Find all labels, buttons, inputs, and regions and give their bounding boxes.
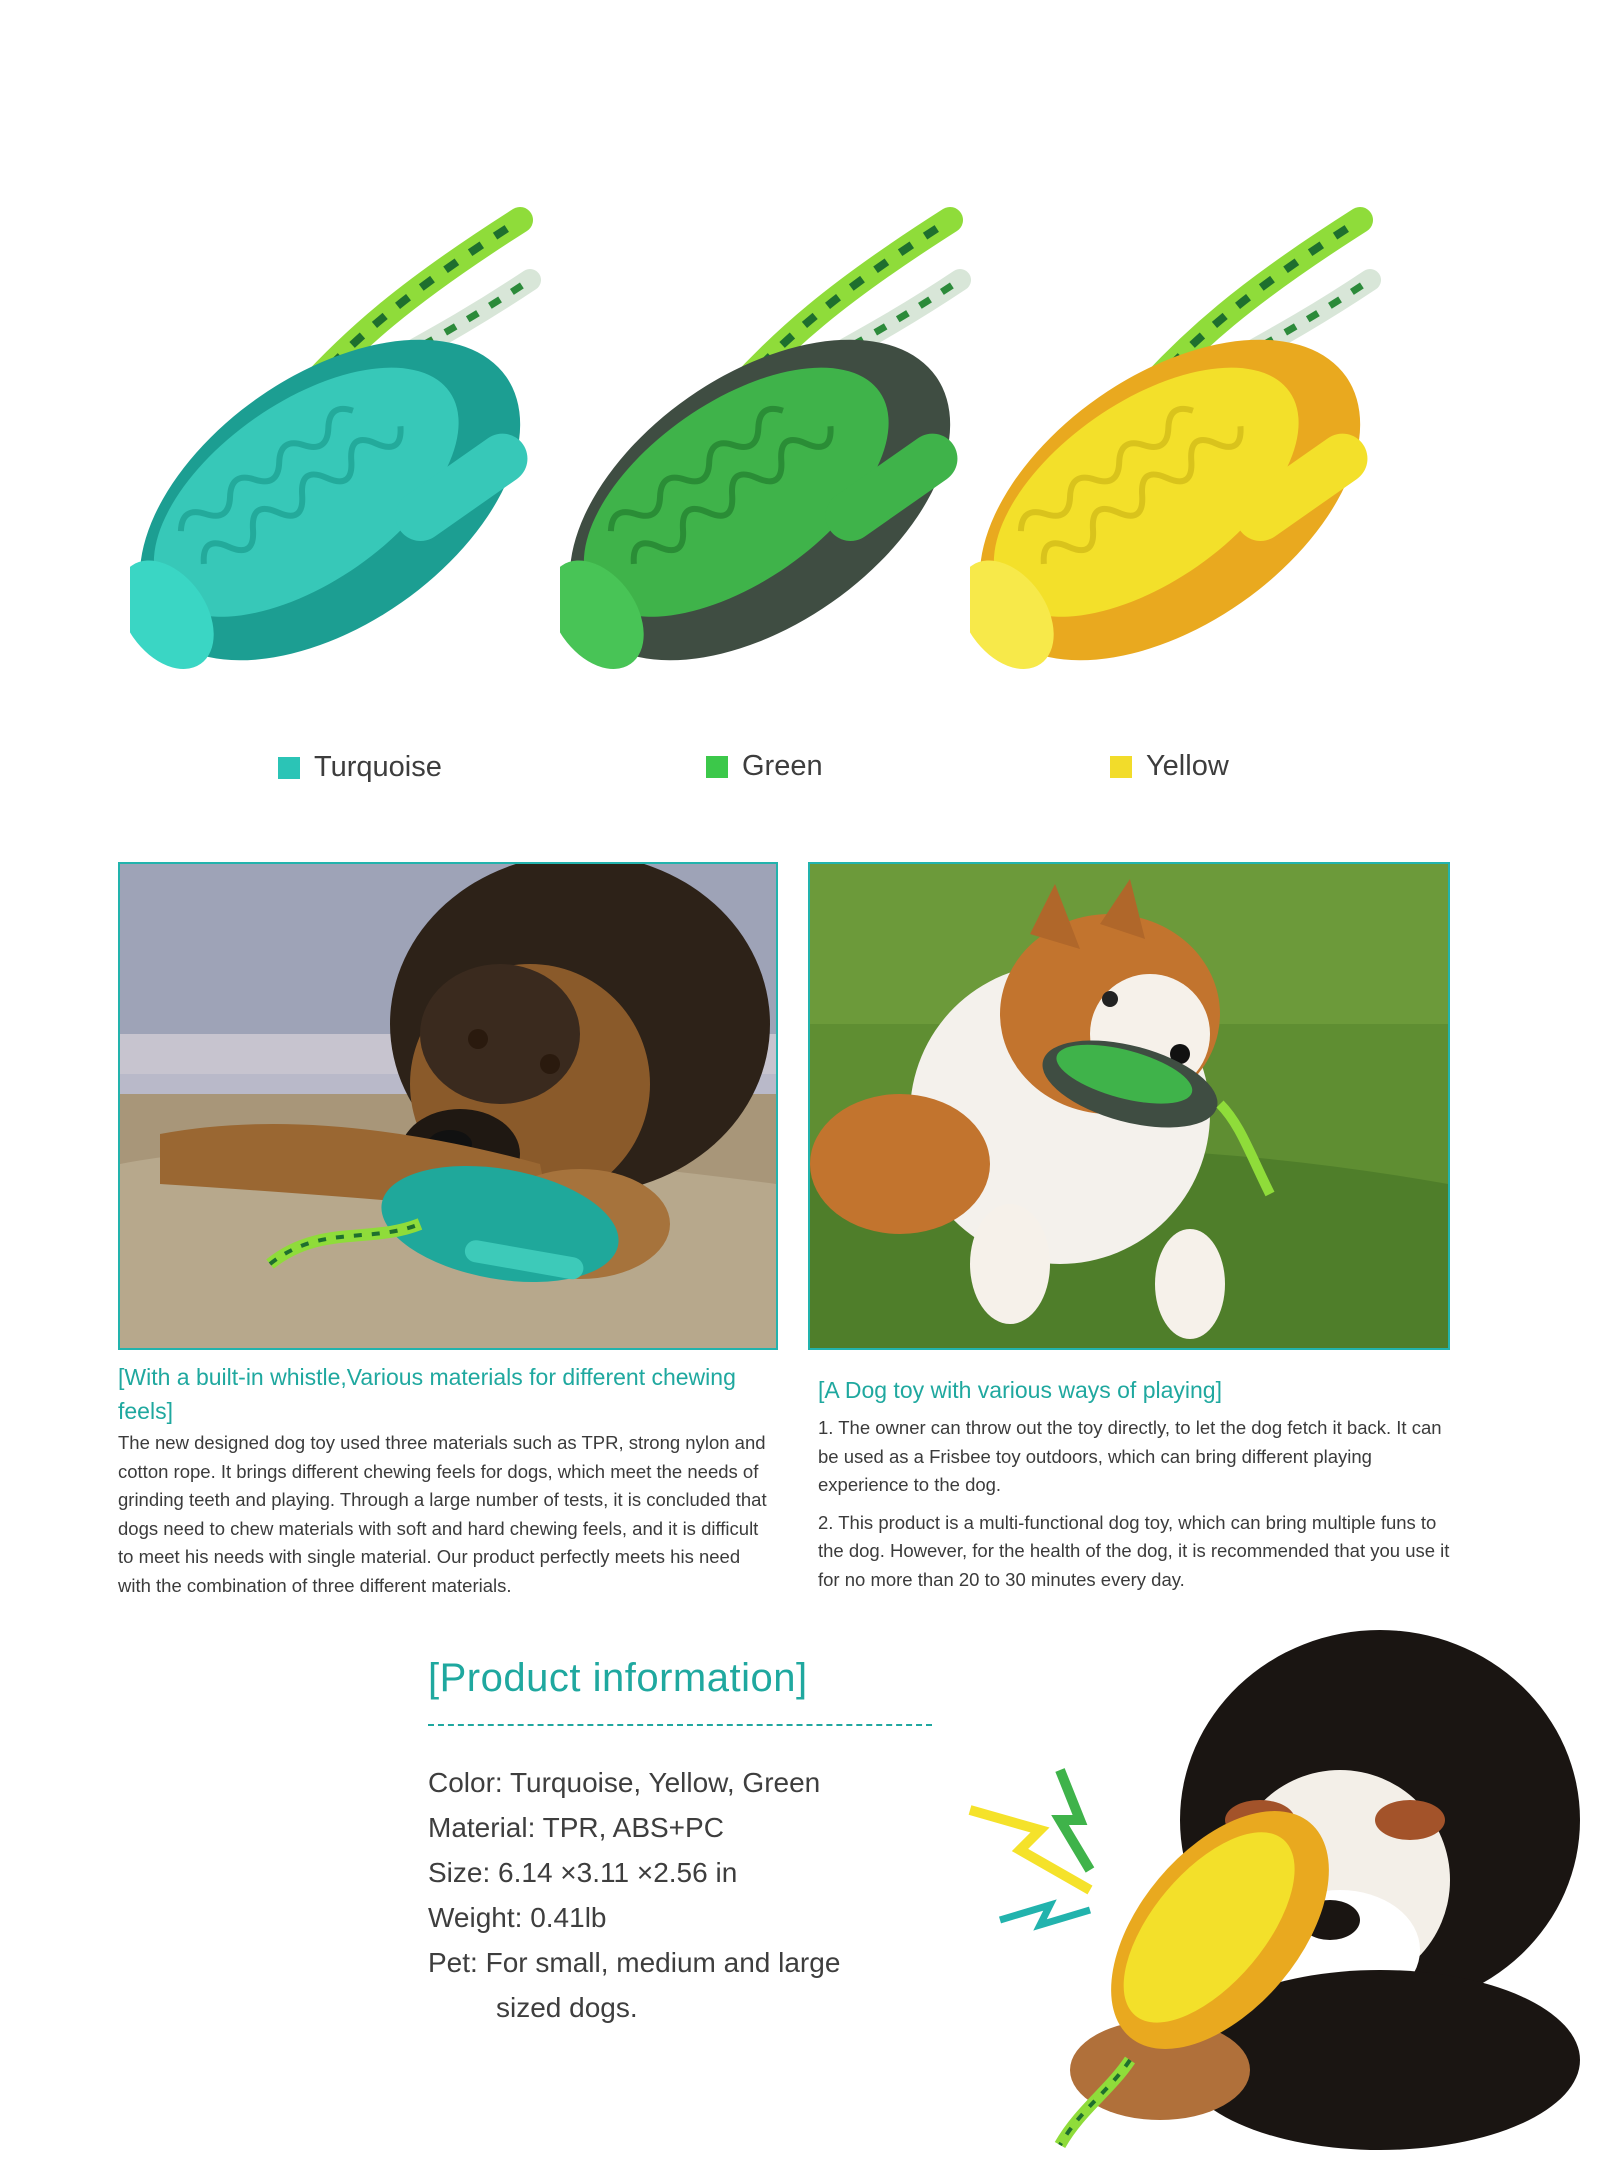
green-swatch <box>706 756 728 778</box>
yellow-swatch <box>1110 756 1132 778</box>
swatch-label: Yellow <box>1146 750 1229 782</box>
left-feature-body <box>118 1429 778 1609</box>
product-weight: Weight: 0.41lb <box>428 1902 607 1933</box>
right-feature-paragraph-2: 2. This product is a multi-functional dog toy, which can bring multiple funs to the dog. However, for the health of the dog, it is recommended that you use it for no more than 20 to 30 minutes every day. <box>818 1511 1450 1590</box>
green-toy-image <box>560 120 980 720</box>
squeak-lightning-icon <box>970 1770 1090 1925</box>
left-feature-paragraph: The new designed dog toy used three materials such as TPR, strong nylon and cotton rope. It brings different chewing feels for dogs, which meet the needs of grinding teeth and playing. Through a large number of tests, it is concluded that dogs need to chew materials with soft and hard chewing feels, and it is difficult to meet his needs with single material. Our product perfectly meets his need with the combination of three different materials. <box>118 1432 767 1596</box>
product-pet-continued: sized dogs. <box>496 1992 638 2023</box>
product-color: Color: Turquoise, Yellow, Green <box>428 1767 821 1798</box>
swatch-label: Turquoise <box>314 751 442 783</box>
right-feature-title: [A Dog toy with various ways of playing] <box>818 1377 1222 1403</box>
yellow-toy-image <box>970 120 1390 720</box>
german-shepherd-photo <box>118 862 778 1350</box>
product-info-divider <box>428 1724 932 1726</box>
left-feature-title: [With a built-in whistle,Various materials for different chewing feels] <box>118 1364 736 1424</box>
turquoise-swatch <box>278 757 300 779</box>
product-material: Material: TPR, ABS+PC <box>428 1812 724 1843</box>
bernese-dog-image <box>960 1590 1580 2150</box>
swatch-label: Green <box>742 750 823 782</box>
swatch-turquoise <box>278 751 442 784</box>
swatch-green <box>706 750 823 783</box>
product-info-list <box>428 1760 840 2030</box>
product-size: Size: 6.14 ×3.11 ×2.56 in <box>428 1857 738 1888</box>
turquoise-toy-image <box>130 120 550 720</box>
product-info-title: [Product information] <box>428 1656 808 1700</box>
product-pet: Pet: For small, medium and large <box>428 1947 841 1978</box>
right-feature-body <box>818 1414 1458 1603</box>
swatch-yellow <box>1110 750 1229 783</box>
collie-photo <box>808 862 1450 1350</box>
right-feature-paragraph-1: 1. The owner can throw out the toy directly, to let the dog fetch it back. It can be used as a Frisbee toy outdoors, which can bring different playing experience to the dog. <box>818 1417 1442 1495</box>
